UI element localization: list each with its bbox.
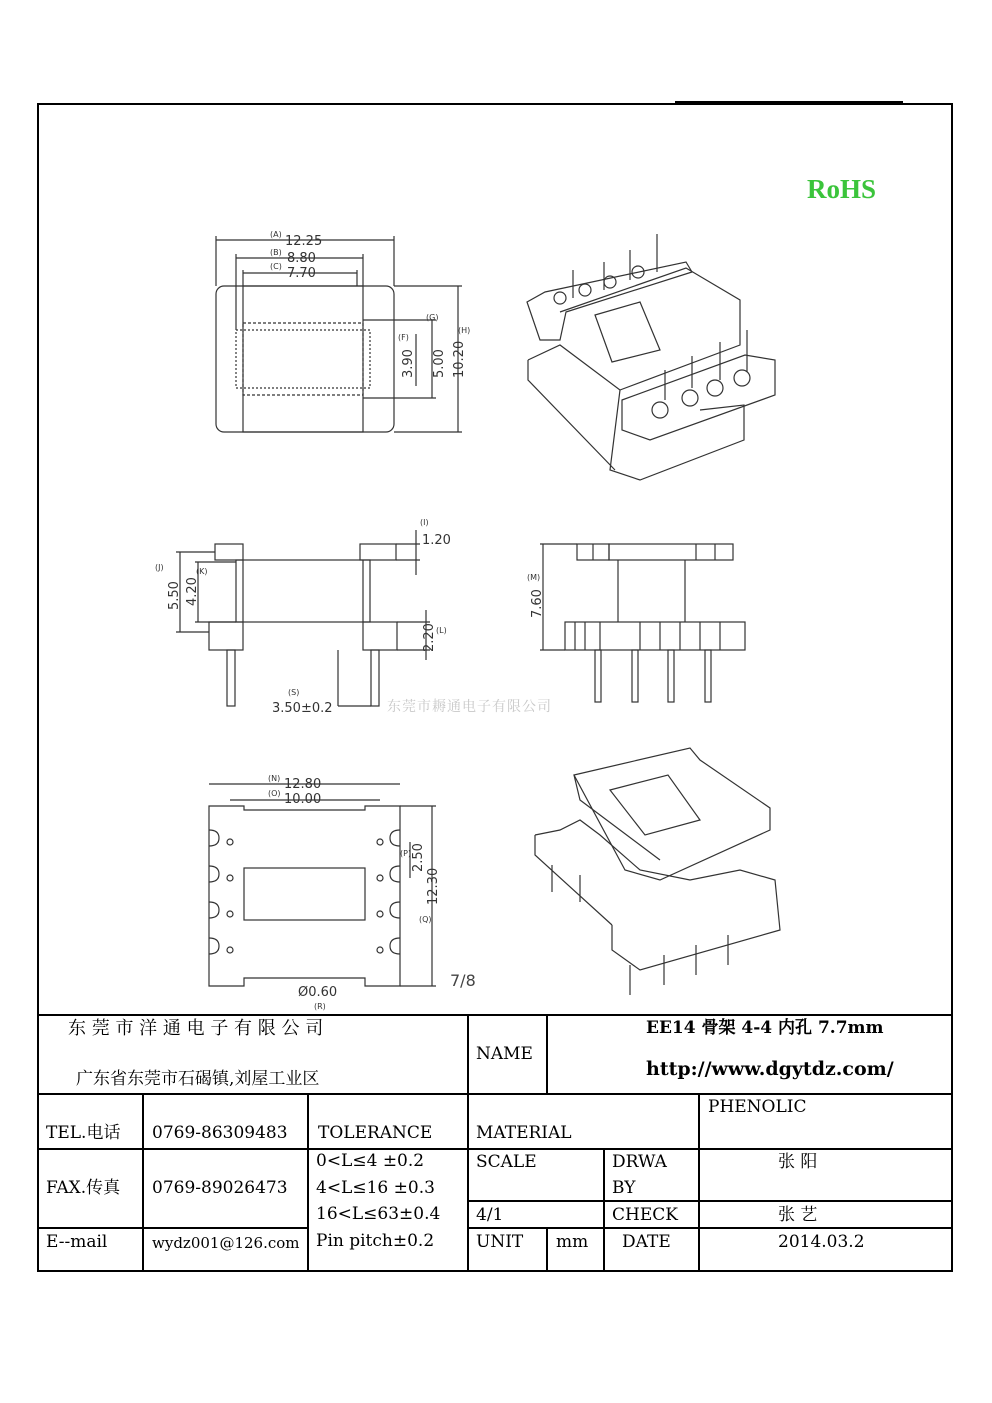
dim-p-label: (P): [400, 849, 412, 858]
dim-b-label: (B): [270, 248, 282, 257]
rohs-mark: RoHS: [807, 174, 877, 204]
dim-s-value: 3.50±0.2: [272, 701, 333, 716]
dim-r-label: (R): [314, 1002, 326, 1011]
tolerance-row-2: 4<L≤16 ±0.3: [316, 1178, 435, 1198]
check-value: 张 艺: [778, 1205, 818, 1225]
front-view: [540, 544, 745, 702]
title-col-7: [546, 1227, 548, 1272]
watermark: 东莞市耨通电子有限公司: [387, 699, 552, 715]
unit-value: mm: [556, 1232, 589, 1252]
dim-m-value: 7.60: [530, 589, 545, 618]
date-label: DATE: [622, 1232, 671, 1252]
dim-g-value: 5.00: [432, 349, 447, 378]
dim-n-value: 12.80: [284, 777, 322, 792]
title-rule-4: [468, 1200, 953, 1202]
dim-k-value: 4.20: [185, 577, 200, 606]
dim-l-label: (L): [436, 626, 447, 635]
tel-value: 0769-86309483: [152, 1123, 288, 1143]
company-url: http://www.dgytdz.com/: [646, 1058, 894, 1080]
dim-a-value: 12.25: [285, 234, 323, 249]
email-label: E--mail: [46, 1232, 108, 1252]
title-col-3: [142, 1093, 144, 1272]
name-label: NAME: [476, 1044, 533, 1064]
dim-c-value: 7.70: [287, 266, 316, 281]
title-rule-3b: [37, 1148, 468, 1150]
company-name: 东 莞 市 洋 通 电 子 有 限 公 司: [68, 1018, 324, 1039]
dim-a-label: (A): [270, 230, 282, 239]
tolerance-row-4: Pin pitch±0.2: [316, 1231, 435, 1251]
unit-label: UNIT: [476, 1232, 524, 1252]
date-value: 2014.03.2: [778, 1232, 865, 1252]
dim-c-label: (C): [270, 262, 282, 271]
tolerance-row-3: 16<L≤63±0.4: [316, 1204, 441, 1224]
dim-i-label: (I): [420, 518, 429, 527]
title-col-4: [307, 1093, 309, 1272]
title-col-1: [467, 1014, 469, 1272]
fax-value: 0769-89026473: [152, 1178, 288, 1198]
dim-i-value: 1.20: [422, 533, 451, 548]
iso-view-top: [527, 234, 775, 480]
dim-q-label: (Q): [419, 915, 432, 924]
dim-j-label: (J): [155, 563, 164, 572]
title-rule-2: [37, 1093, 953, 1095]
page-number: 7/8: [450, 971, 476, 990]
dim-s-label: (S): [288, 688, 300, 697]
fax-label: FAX.传真: [46, 1178, 121, 1198]
dim-h-value: 10.20: [452, 340, 467, 378]
title-rule-5: [37, 1227, 309, 1229]
dim-o-value: 10.00: [284, 792, 322, 807]
drawn-by-value: 张 阳: [778, 1152, 818, 1172]
dim-k-label: (K): [196, 567, 208, 576]
dim-h-label: (H): [458, 326, 471, 335]
dim-f-label: (F): [398, 333, 409, 342]
title-rule-6: [468, 1227, 953, 1229]
email-value: wydz001@126.com: [152, 1234, 300, 1252]
dim-o-label: (O): [268, 789, 281, 798]
dim-n-label: (N): [268, 774, 281, 783]
dim-r-value: Ø0.60: [298, 985, 338, 1000]
tolerance-row-1: 0<L≤4 ±0.2: [316, 1151, 425, 1171]
side-view: [176, 530, 430, 706]
dim-g-label: (G): [426, 313, 439, 322]
dim-l-value: 2.20: [422, 623, 437, 652]
title-col-2: [546, 1014, 548, 1094]
company-address: 广东省东莞市石碣镇,刘屋工业区: [76, 1069, 320, 1089]
material-label: MATERIAL: [476, 1123, 572, 1143]
dim-p-value: 2.50: [411, 843, 426, 872]
tolerance-label: TOLERANCE: [318, 1123, 433, 1143]
bottom-view: [209, 784, 436, 986]
iso-view-bottom: [535, 748, 780, 995]
dim-q-value: 12.30: [426, 867, 441, 905]
drawn-by-label-1: DRWA: [612, 1152, 667, 1172]
tel-label: TEL.电话: [46, 1123, 121, 1143]
title-rule-1: [37, 1014, 953, 1016]
scale-value: 4/1: [476, 1205, 504, 1225]
check-label: CHECK: [612, 1205, 678, 1225]
scale-label: SCALE: [476, 1152, 537, 1172]
title-col-6: [603, 1148, 605, 1272]
dim-j-value: 5.50: [167, 581, 182, 610]
dim-m-label: (M): [527, 573, 541, 582]
material-value: PHENOLIC: [708, 1097, 807, 1117]
part-name: EE14 骨架 4-4 内孔 7.7mm: [646, 1018, 884, 1038]
top-view: [216, 236, 462, 432]
title-rule-3a: [468, 1148, 953, 1150]
dim-b-value: 8.80: [287, 251, 316, 266]
drawn-by-label-2: BY: [612, 1178, 636, 1198]
title-col-5: [698, 1093, 700, 1272]
dim-f-value: 3.90: [401, 349, 416, 378]
